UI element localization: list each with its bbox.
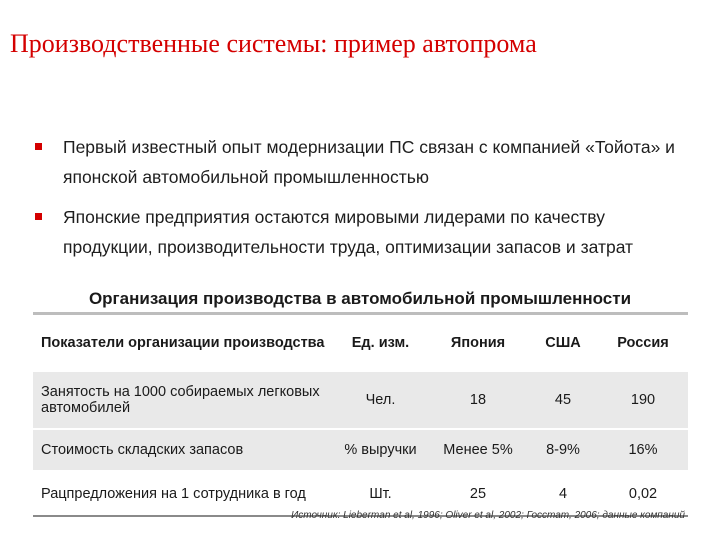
cell-japan: 25: [469, 485, 487, 502]
header-japan: Япония: [450, 334, 506, 351]
cell-usa: 8-9%: [546, 442, 580, 458]
header-russia: Россия: [617, 334, 669, 351]
cell-russia: 16%: [628, 442, 658, 458]
cell-japan: Менее 5%: [443, 442, 513, 458]
table-row: [33, 429, 688, 471]
table-row: [33, 371, 688, 429]
cell-russia: 190: [630, 392, 656, 408]
header-unit: Ед. изм.: [351, 334, 410, 351]
cell-indicator: Рацпредложения на 1 сотрудника в год: [41, 485, 306, 502]
bullet-text: Первый известный опыт модернизации ПС связан с компанией «Тойота» и японской автомобильной промышленностью: [63, 137, 675, 187]
comparison-table: [33, 312, 688, 517]
cell-unit: Шт.: [369, 485, 392, 502]
header-indicator: Показатели организации производства: [41, 334, 325, 351]
header-usa: США: [545, 334, 581, 351]
source-note: Источник: Lieberman et al, 1996; Oliver et al, 2002; Госстат, 2006; данные компаний: [291, 510, 685, 521]
cell-japan: 18: [469, 392, 487, 408]
cell-usa: 4: [558, 485, 568, 502]
bullet-item: [33, 132, 683, 192]
cell-unit: Чел.: [365, 392, 396, 408]
cell-indicator: Стоимость складских запасов: [41, 442, 244, 458]
square-bullet-icon: [35, 213, 42, 220]
table-row: [33, 471, 688, 515]
square-bullet-icon: [35, 143, 42, 150]
cell-russia: 0,02: [628, 485, 658, 502]
cell-unit: % выручки: [344, 442, 417, 458]
bullet-list: [33, 132, 683, 272]
bullet-text: Японские предприятия остаются мировыми лидерами по качеству продукции, производительности труда, оптимизации запасов и затрат: [63, 207, 634, 257]
table-title: Организация производства в автомобильной промышленности: [88, 289, 632, 308]
cell-usa: 45: [554, 392, 572, 408]
cell-indicator: Занятость на 1000 собираемых легковых автомобилей: [41, 384, 320, 416]
bullet-item: [33, 202, 683, 262]
slide-title: Производственные системы: пример автопрома: [10, 29, 537, 58]
table-header-row: [33, 315, 688, 371]
